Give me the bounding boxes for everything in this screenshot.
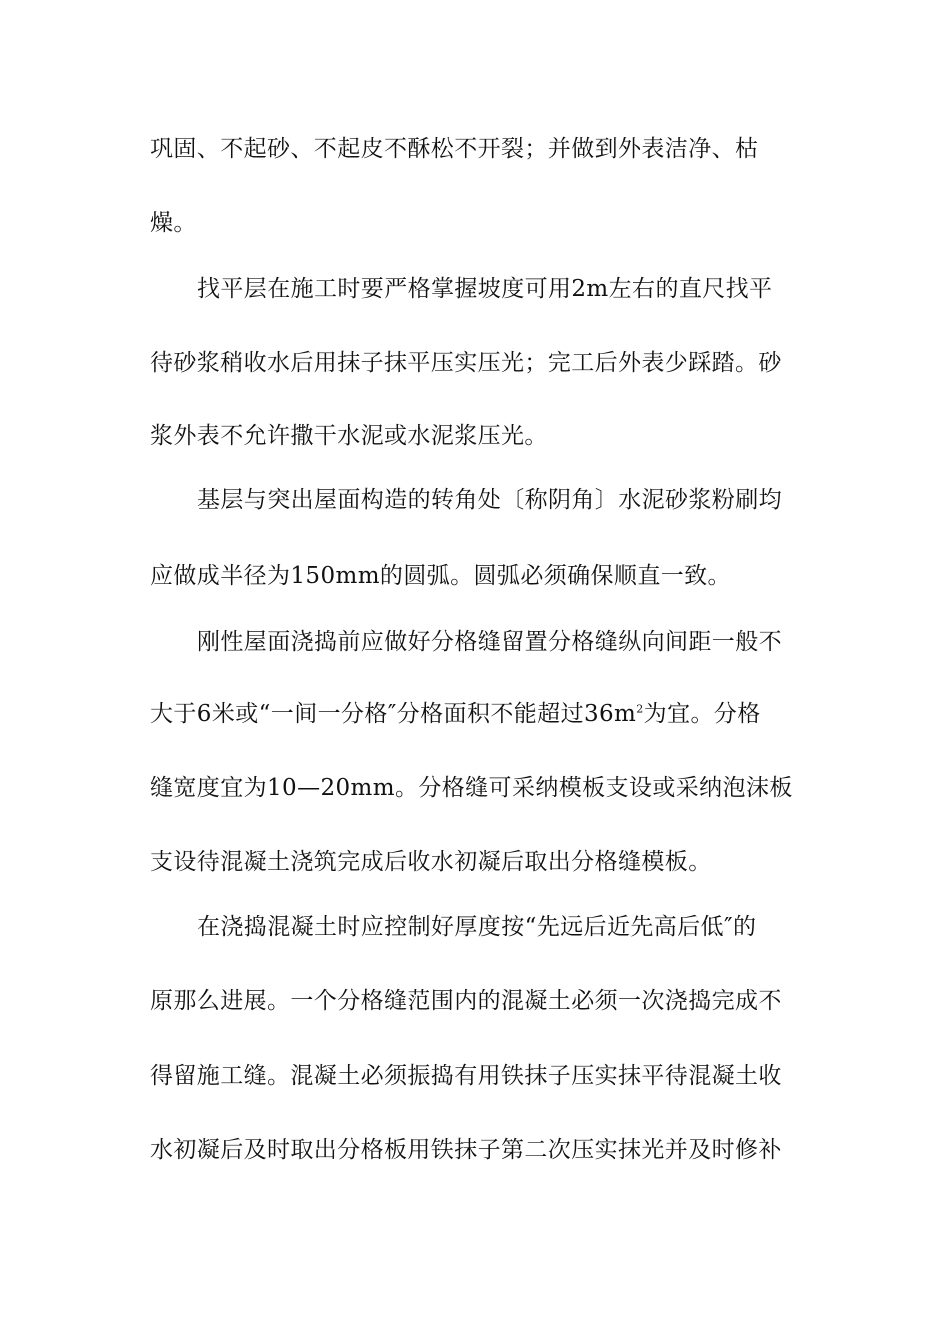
text-segment: 为宜。分格 <box>643 701 761 727</box>
text-line-with-superscript <box>150 696 810 732</box>
text-line: 支设待混凝土浇筑完成后收水初凝后取出分格缝模板。 <box>150 849 712 875</box>
paragraph-start-line: 基层与突出屋面构造的转角处〔称阴角〕水泥砂浆粉刷均 <box>197 487 782 513</box>
paragraph-start-line: 找平层在施工时要严格掌握坡度可用2m左右的直尺找平 <box>197 276 773 302</box>
text-line: 缝宽度宜为10—20mm。分格缝可采纳模板支设或采纳泡沫板 <box>150 775 793 801</box>
text-line: 巩固、不起砂、不起皮不酥松不开裂；并做到外表洁净、枯 <box>150 136 759 162</box>
text-line: 得留施工缝。混凝土必须振捣有用铁抹子压实抹平待混凝土收 <box>150 1063 782 1089</box>
text-line: 待砂浆稍收水后用抹子抹平压实压光；完工后外表少踩踏。砂 <box>150 350 782 376</box>
text-line: 浆外表不允许撒干水泥或水泥浆压光。 <box>150 423 548 449</box>
text-line: 水初凝后及时取出分格板用铁抹子第二次压实抹光并及时修补 <box>150 1137 782 1163</box>
paragraph-start-line: 刚性屋面浇捣前应做好分格缝留置分格缝纵向间距一般不 <box>197 629 782 655</box>
superscript: 2 <box>636 702 644 716</box>
text-segment: 大于6米或“一间一分格″分格面积不能超过36m <box>150 701 637 727</box>
text-line: 原那么进展。一个分格缝范围内的混凝土必须一次浇捣完成不 <box>150 988 782 1014</box>
text-line: 燥。 <box>150 210 197 236</box>
paragraph-start-line: 在浇捣混凝土时应控制好厚度按“先远后近先高后低″的 <box>197 914 757 940</box>
text-line: 应做成半径为150mm的圆弧。圆弧必须确保顺直一致。 <box>150 563 731 589</box>
